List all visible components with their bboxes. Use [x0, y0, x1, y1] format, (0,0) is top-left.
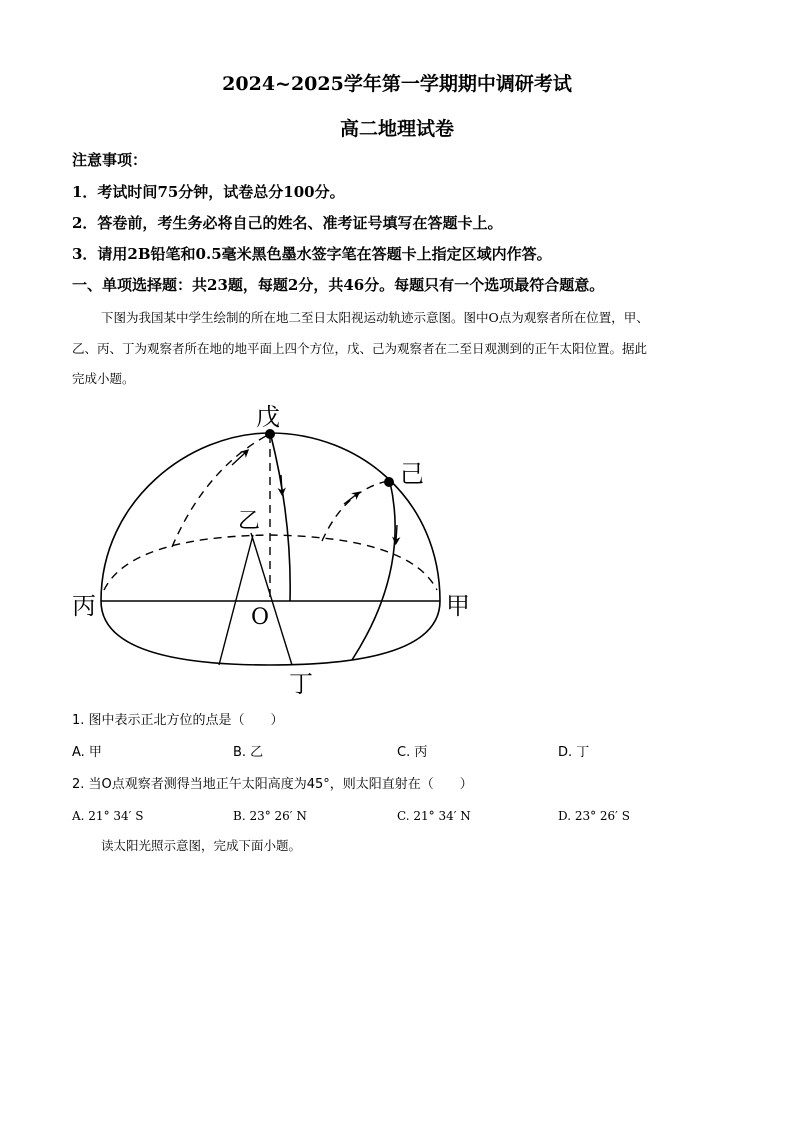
question-1-option-b[interactable]: B. 乙 [233, 745, 264, 760]
intro-line-2: 乙、丙、丁为观察者所在地的地平面上四个方位，戊、己为观察者在二至日观测到的正午太阳位置。据此 [72, 341, 648, 356]
intro-line-3: 完成小题。 [72, 371, 135, 386]
section-heading: 一、单项选择题：共23题，每题2分，共46分。每题只有一个选项最符合题意。 [72, 276, 605, 294]
label-bing: 丙 [72, 592, 96, 620]
exam-subtitle: 高二地理试卷 [339, 118, 454, 140]
question-2-option-a[interactable]: A. 21° 34′ S [72, 809, 144, 823]
ji-down-arrow [396, 525, 397, 541]
next-intro: 读太阳光照示意图，完成下面小题。 [101, 838, 302, 853]
question-2-option-d[interactable]: D. 23° 26′ S [558, 809, 630, 823]
question-1-option-c[interactable]: C. 丙 [397, 745, 428, 760]
ji-arrow [344, 494, 357, 504]
sun-path-diagram [60, 395, 480, 700]
question-2-option-c[interactable]: C. 21° 34′ N [397, 809, 471, 823]
meridian-line-2 [251, 533, 292, 665]
wu-afternoon-arc [271, 436, 290, 601]
label-jia: 甲 [446, 592, 470, 620]
question-1-option-a[interactable]: A. 甲 [72, 745, 102, 760]
intro-line-1: 下图为我国某中学生绘制的所在地二至日太阳视运动轨迹示意图。图中O点为观察者所在位置，甲、 [101, 310, 649, 325]
horizon-front [101, 601, 440, 665]
sun-ji-dot [384, 477, 394, 487]
ji-morning-arc [322, 481, 388, 541]
notes-heading: 注意事项： [72, 151, 148, 169]
label-yi: 乙 [238, 509, 261, 534]
label-wu: 戊 [256, 403, 280, 431]
note-item-2: 2．答卷前，考生务必将自己的姓名、准考证号填写在答题卡上。 [72, 214, 503, 232]
note-item-3: 3．请用2B铅笔和0.5毫米黑色墨水签字笔在答题卡上指定区域内作答。 [72, 245, 552, 263]
question-2-option-b[interactable]: B. 23° 26′ N [233, 809, 307, 823]
question-1-stem: 1. 图中表示正北方位的点是（ ） [72, 713, 284, 728]
question-1-option-d[interactable]: D. 丁 [558, 745, 590, 760]
label-ji: 己 [400, 460, 424, 488]
exam-title: 2024~2025学年第一学期期中调研考试 [222, 73, 572, 95]
question-2-stem: 2. 当O点观察者测得当地正午太阳高度为45°，则太阳直射在（ ） [72, 777, 473, 792]
wu-down-arrow [281, 475, 282, 492]
meridian-line-1 [219, 535, 253, 665]
ji-afternoon-arc [352, 482, 395, 660]
label-ding: 丁 [289, 670, 313, 698]
note-item-1: 1．考试时间75分钟，试卷总分100分。 [72, 183, 345, 201]
label-o: O [251, 605, 270, 630]
